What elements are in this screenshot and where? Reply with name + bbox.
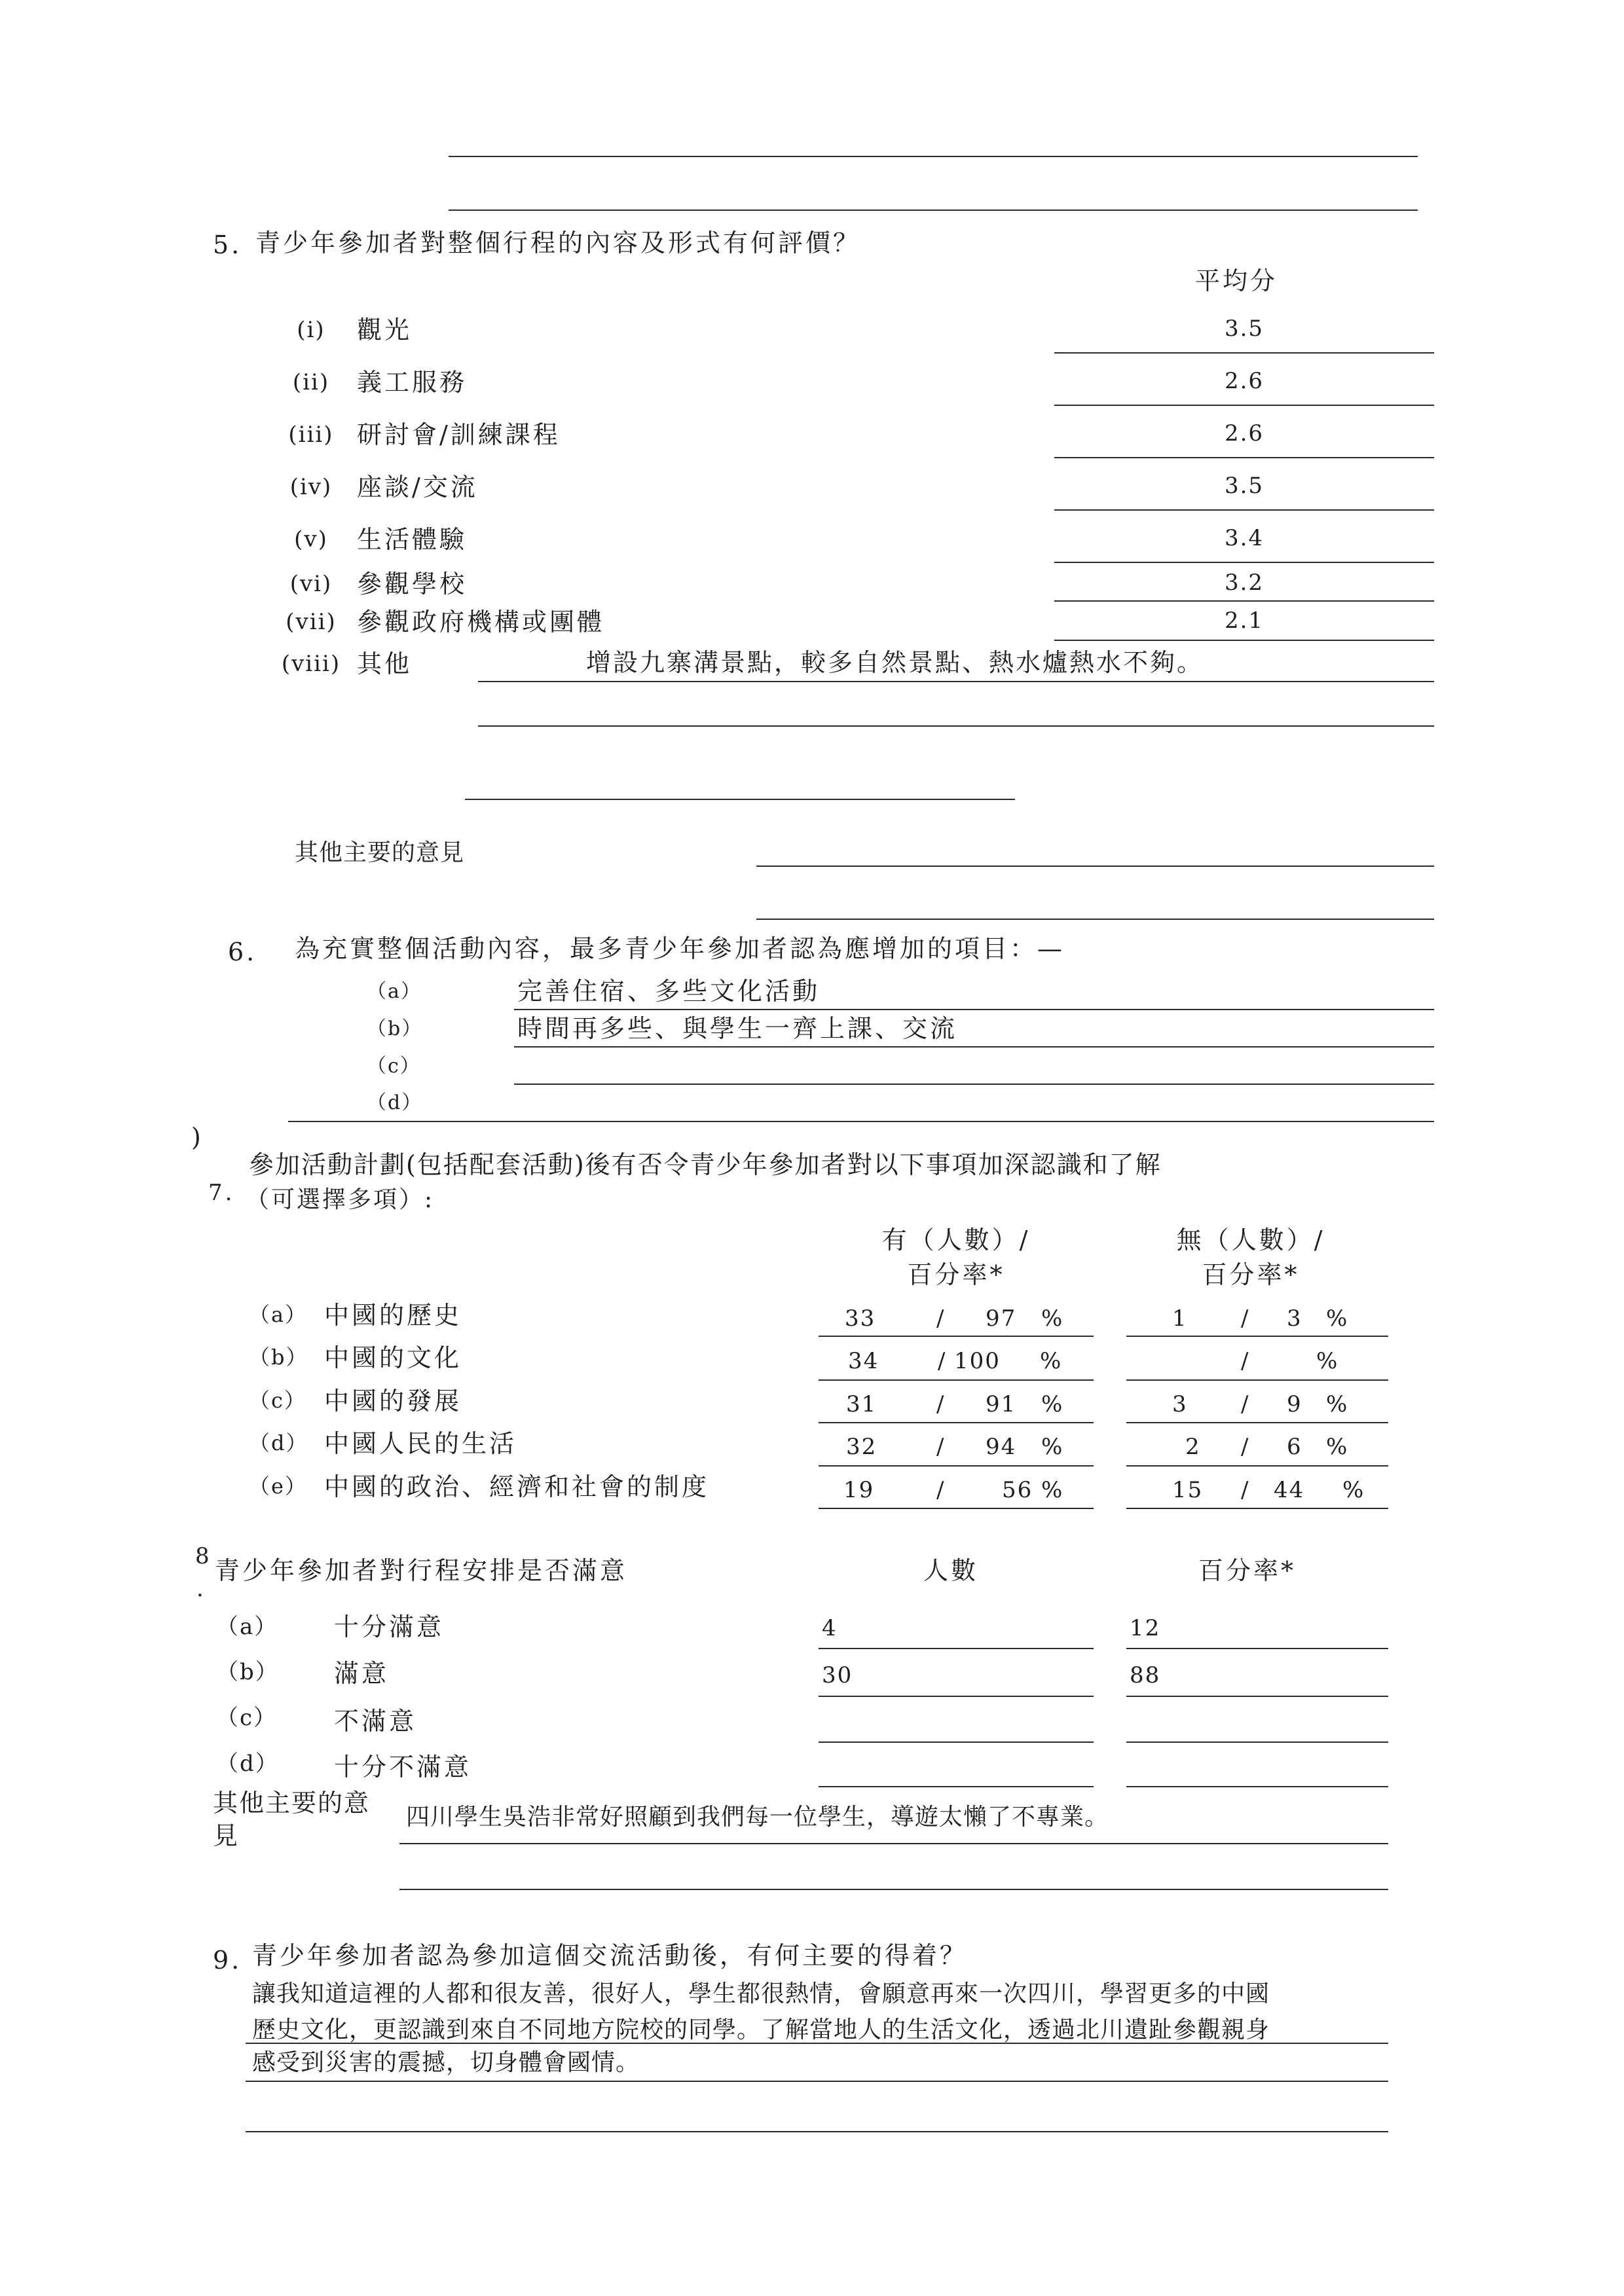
blank-line <box>399 1843 1388 1844</box>
score-line <box>1054 457 1434 458</box>
question-5-number: 5. <box>213 230 242 259</box>
cell-line <box>819 1465 1094 1467</box>
no-percent: 44 <box>1274 1477 1305 1503</box>
row-label: 中國的歷史 <box>324 1301 462 1330</box>
yes-percent: 97 <box>986 1305 1017 1332</box>
answer-line-text: 感受到災害的震撼，切身體會國情。 <box>252 2049 640 2076</box>
row-label: 中國的發展 <box>324 1387 462 1415</box>
percent-sign: % <box>1041 1305 1064 1332</box>
score-line <box>1054 352 1434 354</box>
answer-line <box>514 1009 1434 1010</box>
percent-value: 88 <box>1130 1662 1161 1688</box>
blank-line <box>449 210 1418 211</box>
percent-sign: % <box>1041 1477 1064 1503</box>
answer-line <box>246 2131 1388 2132</box>
question-5-text: 青少年參加者對整個行程的內容及形式有何評價？ <box>255 228 861 257</box>
average-score-header: 平均分 <box>1195 266 1278 295</box>
option-letter: （b） <box>367 1017 423 1040</box>
score-line <box>1054 509 1434 511</box>
item-number: (iii) <box>288 422 334 448</box>
no-count: 15 <box>1172 1477 1204 1503</box>
item-score: 3.2 <box>1224 570 1264 596</box>
cell-line <box>1126 1465 1388 1467</box>
question-6-number: 6. <box>228 938 257 966</box>
other-opinion-text: 四川學生吳浩非常好照顧到我們每一位學生，導遊太懶了不專業。 <box>406 1804 1109 1831</box>
item-label: 研討會/訓練課程 <box>357 420 561 449</box>
item-score: 3.4 <box>1224 525 1264 551</box>
row-label: 中國的政治、經濟和社會的制度 <box>324 1472 710 1501</box>
percent-sign: % <box>1040 1348 1063 1374</box>
question-9-number: 9. <box>213 1946 242 1975</box>
no-count: 3 <box>1172 1391 1188 1417</box>
slash: / <box>936 1477 946 1503</box>
item-score: 2.6 <box>1224 420 1264 446</box>
no-percent: 9 <box>1287 1391 1302 1417</box>
row-letter: （b） <box>216 1659 279 1685</box>
row-letter: （d） <box>216 1751 279 1777</box>
slash: / <box>936 1305 946 1332</box>
cell-line <box>819 1422 1094 1423</box>
cell-line <box>819 1379 1094 1381</box>
other-comment-text: 增設九寨溝景點，較多自然景點、熱水爐熱水不夠。 <box>586 648 1204 677</box>
answer-line-text: 讓我知道這裡的人都和很友善，很好人，學生都很熱情，會願意再來一次四川，學習更多的中國 <box>252 1980 1270 2007</box>
item-label: 參觀學校 <box>357 570 468 598</box>
count-header: 人數 <box>923 1556 979 1585</box>
percent-sign: % <box>1316 1348 1339 1374</box>
option-text: 時間再多些、與學生一齊上課、交流 <box>517 1014 958 1043</box>
item-label: 觀光 <box>357 316 413 344</box>
blank-line <box>756 919 1434 920</box>
item-number: (ii) <box>292 369 330 395</box>
option-letter: （a） <box>367 980 422 1003</box>
score-line <box>1054 405 1434 406</box>
cell-line <box>1126 1648 1388 1649</box>
cell-line <box>1126 1696 1388 1697</box>
yes-percent: 56 <box>1002 1477 1033 1503</box>
cell-line <box>1126 1379 1388 1381</box>
cell-line <box>1126 1786 1388 1787</box>
answer-line <box>514 1084 1434 1085</box>
cell-line <box>819 1336 1094 1337</box>
no-percent: 6 <box>1287 1434 1302 1460</box>
answer-line <box>514 1046 1434 1048</box>
slash: / <box>1241 1305 1250 1332</box>
cell-line <box>1126 1741 1388 1743</box>
percent-sign: % <box>1041 1434 1064 1460</box>
cell-line <box>819 1508 1094 1509</box>
yes-count: 31 <box>846 1391 877 1417</box>
slash: / <box>936 1391 946 1417</box>
row-letter: （d） <box>249 1430 308 1455</box>
yes-percent: 100 <box>954 1348 1001 1374</box>
row-label: 中國人民的生活 <box>324 1429 517 1458</box>
slash: / <box>1241 1391 1250 1417</box>
item-number: (i) <box>297 317 325 343</box>
other-opinion-label: 其他主要的意 <box>213 1789 371 1817</box>
slash: / <box>1241 1434 1250 1460</box>
percent-sign: % <box>1041 1391 1064 1417</box>
percent-value: 12 <box>1130 1615 1161 1641</box>
blank-line <box>399 1889 1388 1890</box>
no-header: 無（人數）/ <box>1176 1226 1325 1254</box>
option-text: 完善住宿、多些文化活動 <box>517 977 821 1006</box>
blank-line <box>449 156 1418 157</box>
answer-line <box>246 2043 1388 2044</box>
blank-line <box>465 799 1015 800</box>
score-line <box>1054 600 1434 602</box>
question-8-number: 8 <box>195 1543 211 1569</box>
item-score: 2.6 <box>1224 368 1264 394</box>
row-label: 十分滿意 <box>334 1613 445 1641</box>
no-count: 2 <box>1185 1434 1201 1460</box>
slash: / <box>1241 1477 1250 1503</box>
question-8-text: 青少年參加者對行程安排是否滿意 <box>215 1556 628 1585</box>
count-value: 4 <box>822 1615 838 1641</box>
row-letter: （c） <box>216 1705 278 1731</box>
answer-line <box>246 2081 1388 2082</box>
question-7-text: 參加活動計劃(包括配套活動)後有否令青少年參加者對以下事項加深認識和了解 <box>249 1150 1162 1179</box>
other-opinion-label: 其他主要的意見 <box>295 839 465 866</box>
question-8-dot: . <box>196 1576 205 1602</box>
no-header-pct: 百分率* <box>1202 1260 1300 1289</box>
percent-sign: % <box>1326 1391 1349 1417</box>
item-label: 座談/交流 <box>357 473 478 501</box>
item-number: (iv) <box>289 474 333 500</box>
option-letter: （d） <box>367 1091 423 1114</box>
yes-percent: 91 <box>986 1391 1017 1417</box>
yes-header: 有（人數）/ <box>881 1226 1031 1254</box>
item-number: (viii) <box>281 651 341 677</box>
item-number: (vi) <box>289 571 333 597</box>
no-percent: 3 <box>1287 1305 1302 1332</box>
percent-sign: % <box>1326 1434 1349 1460</box>
cell-line <box>1126 1508 1388 1509</box>
yes-header-pct: 百分率* <box>907 1260 1005 1289</box>
blank-line <box>478 681 1434 682</box>
yes-count: 32 <box>846 1434 877 1460</box>
question-7-note: （可選擇多項）: <box>246 1186 435 1213</box>
percent-sign: % <box>1326 1305 1349 1332</box>
yes-count: 19 <box>843 1477 875 1503</box>
cell-line <box>1126 1336 1388 1337</box>
item-label: 生活體驗 <box>357 525 468 554</box>
question-6-text: 為充實整個活動內容，最多青少年參加者認為應增加的項目：— <box>295 934 1065 963</box>
slash: / <box>938 1348 947 1374</box>
item-score: 2.1 <box>1224 608 1264 634</box>
item-label: 其他 <box>357 649 413 678</box>
count-value: 30 <box>822 1662 853 1688</box>
score-line <box>1054 640 1434 641</box>
row-label: 滿意 <box>334 1659 390 1688</box>
row-letter: （a） <box>249 1302 308 1327</box>
row-label: 十分不滿意 <box>334 1753 472 1781</box>
cell-line <box>1126 1422 1388 1423</box>
yes-count: 33 <box>845 1305 876 1332</box>
cell-line <box>819 1648 1094 1649</box>
row-letter: （b） <box>249 1345 308 1370</box>
yes-percent: 94 <box>986 1434 1017 1460</box>
row-letter: （c） <box>249 1388 306 1413</box>
no-count: 1 <box>1172 1305 1188 1332</box>
question-7-number: 7. <box>208 1180 235 1206</box>
item-score: 3.5 <box>1224 473 1264 499</box>
stray-mark: ) <box>191 1123 204 1152</box>
percent-header: 百分率* <box>1198 1556 1297 1585</box>
yes-count: 34 <box>848 1348 879 1374</box>
option-letter: （c） <box>367 1055 421 1078</box>
slash: / <box>936 1434 946 1460</box>
row-letter: （e） <box>249 1474 307 1499</box>
item-score: 3.5 <box>1224 316 1264 342</box>
slash: / <box>1241 1348 1250 1374</box>
row-label: 中國的文化 <box>324 1343 462 1372</box>
other-opinion-label-cont: 見 <box>213 1821 241 1850</box>
blank-line <box>756 866 1434 867</box>
answer-line-text: 歷史文化，更認識到來自不同地方院校的同學。了解當地人的生活文化，透過北川遺趾參觀親身 <box>252 2016 1270 2043</box>
row-letter: （a） <box>216 1614 278 1640</box>
question-9-text: 青少年參加者認為參加這個交流活動後，有何主要的得着？ <box>252 1941 968 1970</box>
item-number: (vii) <box>286 609 337 635</box>
blank-line <box>478 725 1434 727</box>
row-label: 不滿意 <box>334 1707 417 1736</box>
cell-line <box>819 1696 1094 1697</box>
score-line <box>1054 562 1434 563</box>
cell-line <box>819 1741 1094 1743</box>
answer-line <box>288 1121 1434 1122</box>
percent-sign: % <box>1342 1477 1365 1503</box>
item-label: 義工服務 <box>357 368 468 397</box>
cell-line <box>819 1786 1094 1787</box>
item-label: 參觀政府機構或團體 <box>357 608 605 636</box>
item-number: (v) <box>294 526 328 553</box>
